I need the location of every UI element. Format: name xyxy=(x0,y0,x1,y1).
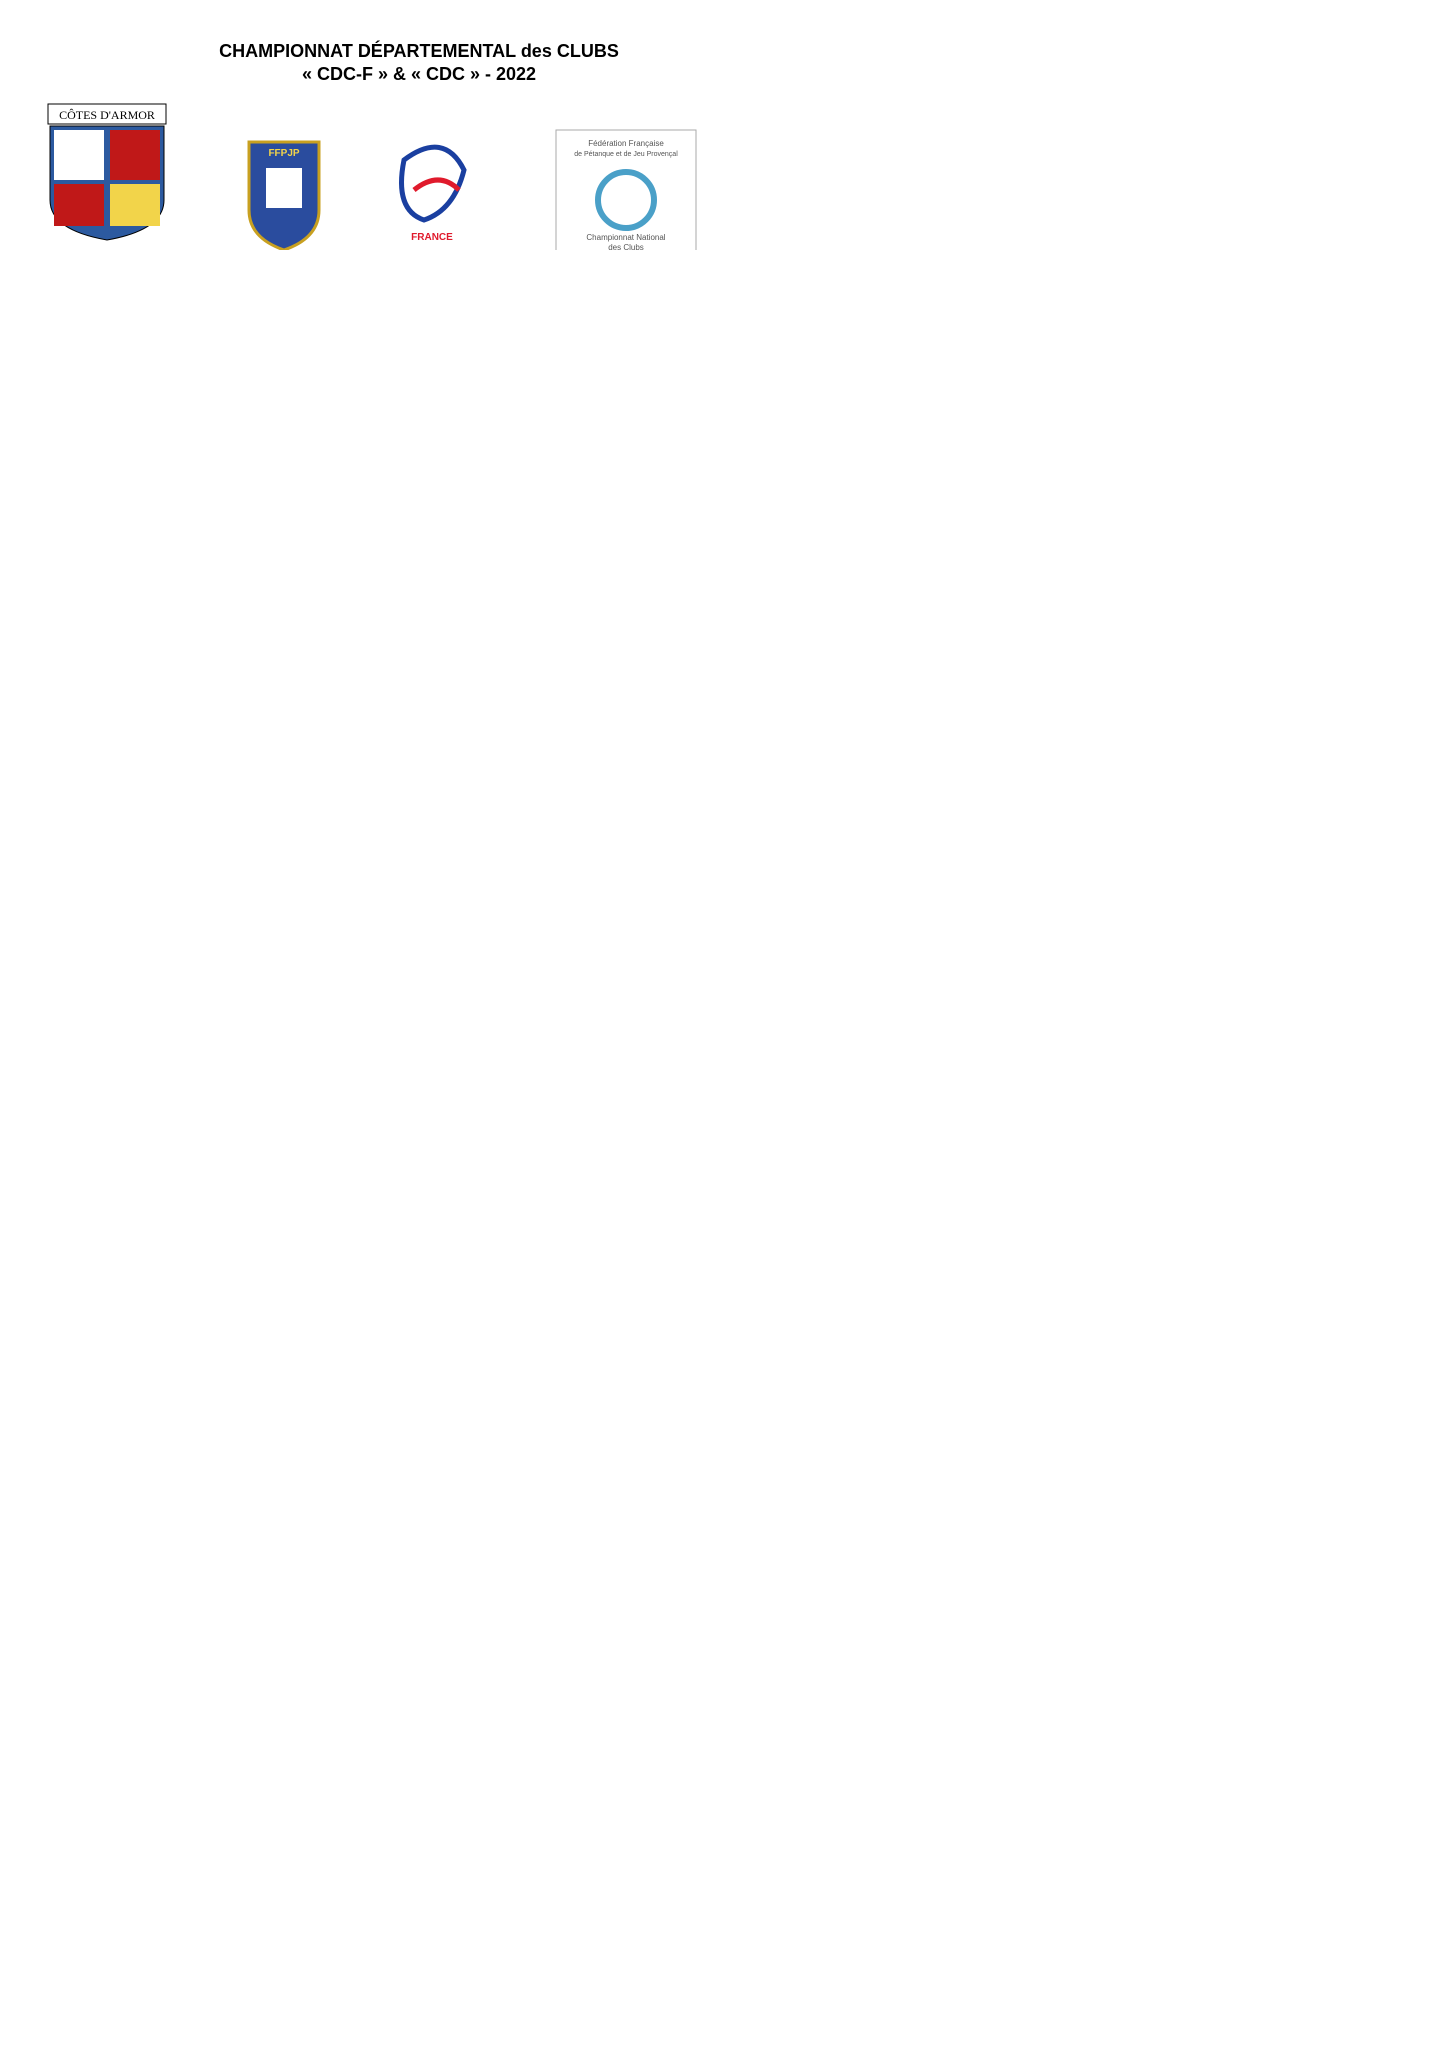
svg-text:Fédération Française: Fédération Française xyxy=(588,139,664,148)
title-line-1: CHAMPIONNAT DÉPARTEMENTAL des CLUBS xyxy=(219,41,619,61)
cotes-text: CÔTES D'ARMOR xyxy=(59,108,155,122)
document-header xyxy=(44,30,706,306)
cotes-darmor-logo xyxy=(48,104,166,240)
svg-text:FFPJP: FFPJP xyxy=(268,148,300,159)
svg-text:FRANCE: FRANCE xyxy=(411,232,453,243)
title-line-2: « CDC-F » & « CDC » - 2022 xyxy=(301,64,537,84)
logos xyxy=(44,90,706,250)
ffpjp-rooster-logo xyxy=(402,147,465,243)
ffpjp-shield-logo xyxy=(249,142,319,250)
svg-text:de Pétanque et de Jeu Provença: de Pétanque et de Jeu Provençal xyxy=(574,151,678,158)
svg-text:des Clubs: des Clubs xyxy=(608,243,644,250)
logo-strip xyxy=(44,90,706,250)
championnat-clubs-logo xyxy=(556,130,696,250)
svg-text:Championnat National: Championnat National xyxy=(586,233,666,242)
